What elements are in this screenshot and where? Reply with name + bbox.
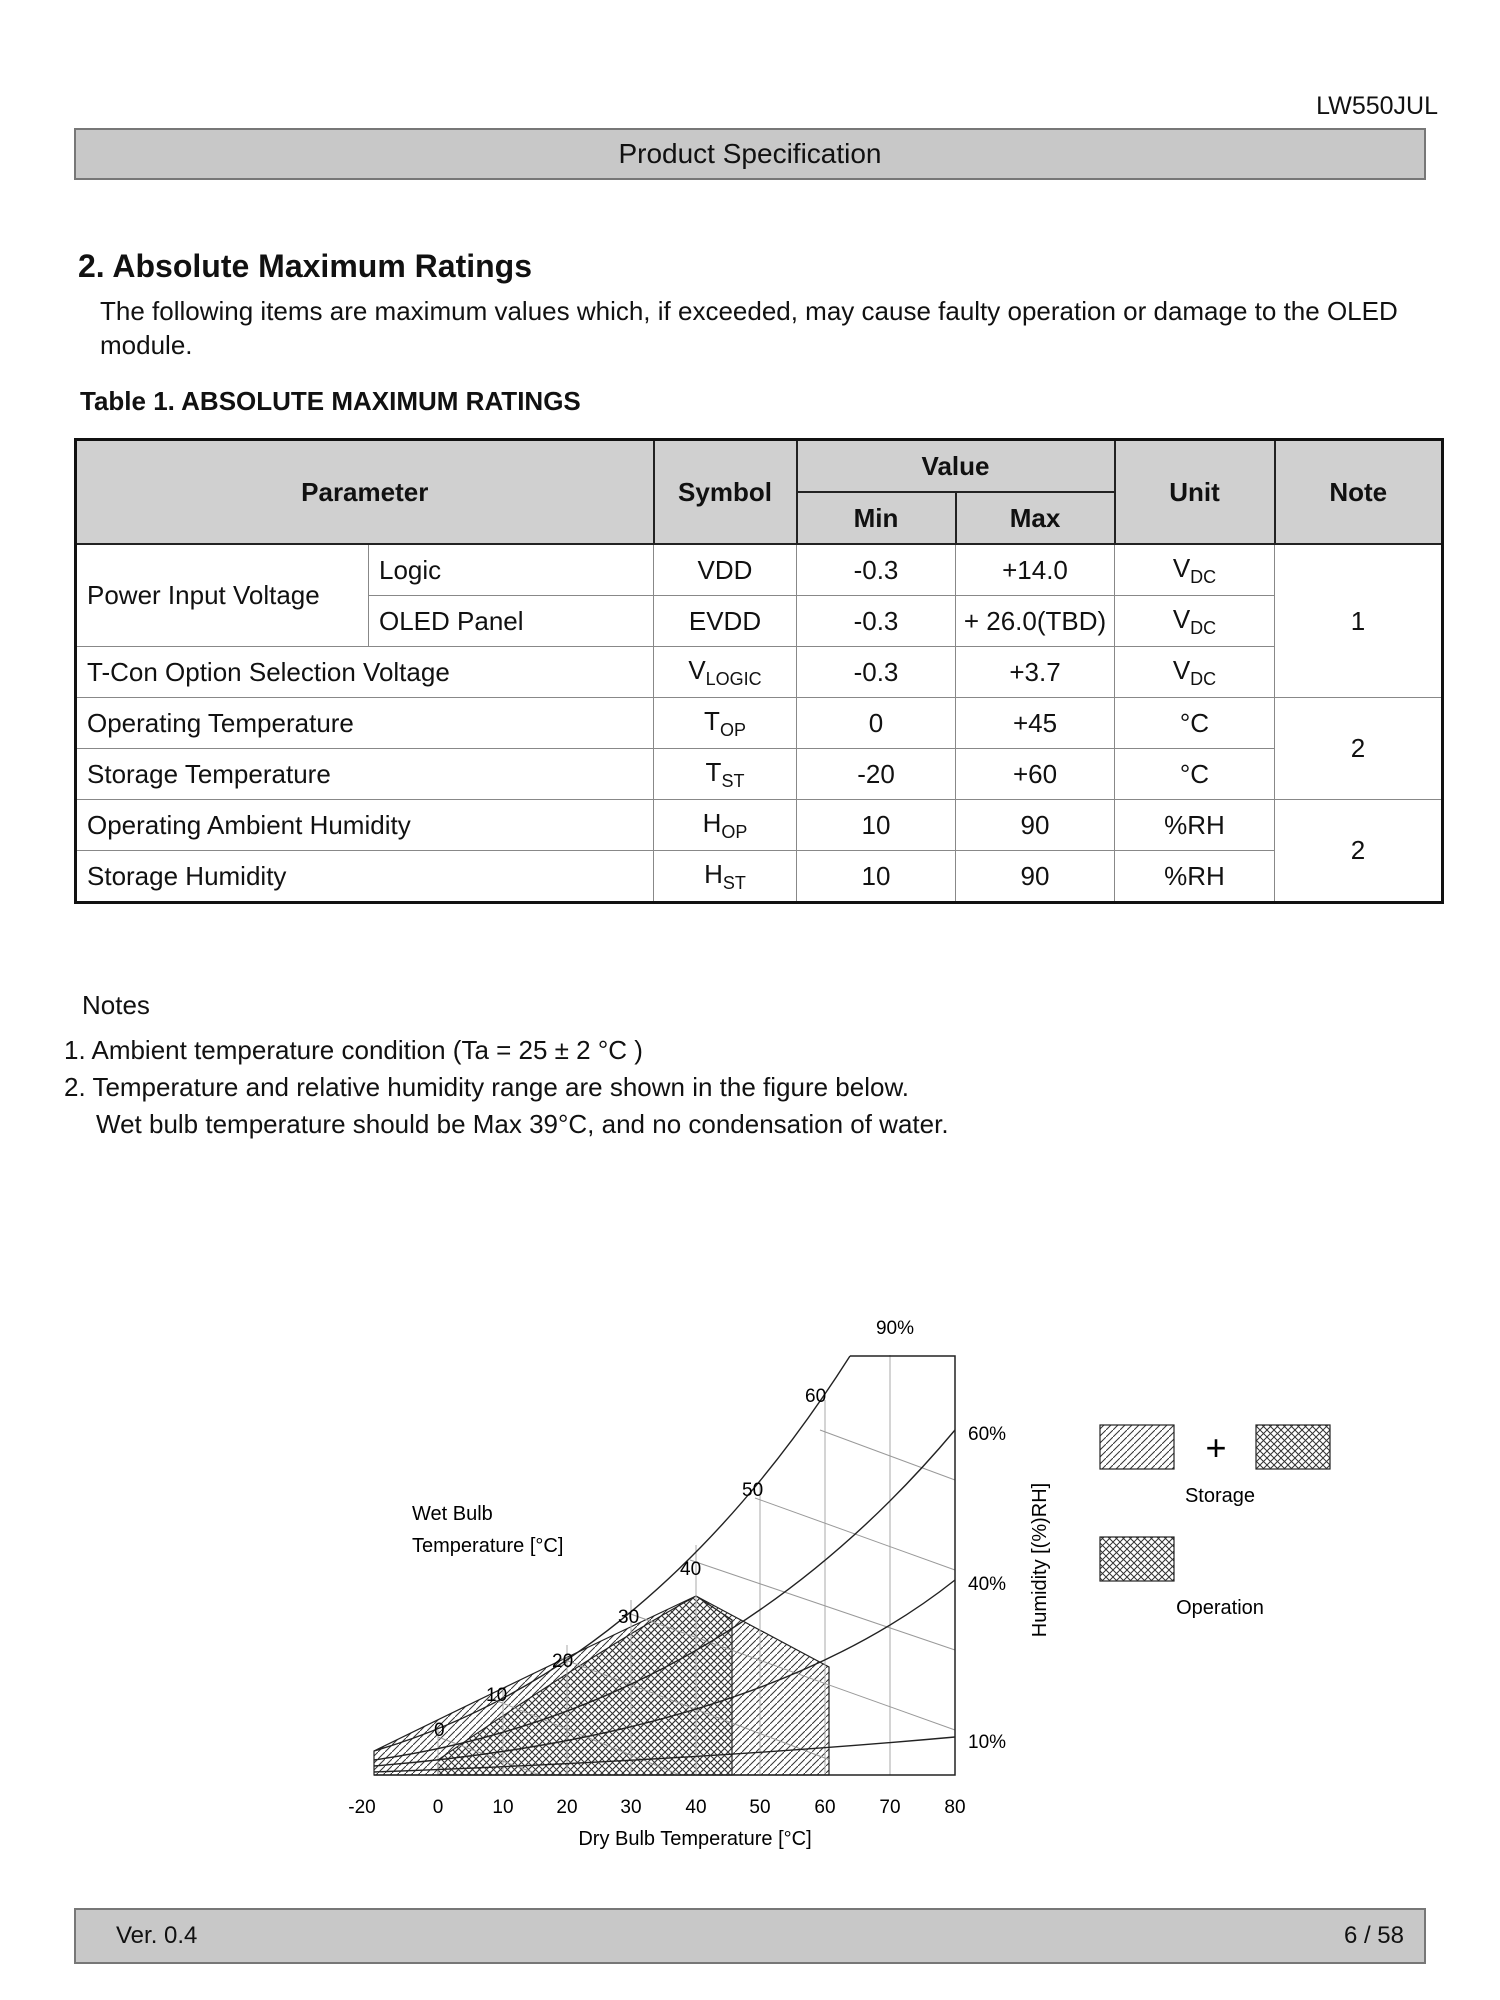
- x-tick: 70: [879, 1797, 901, 1818]
- x-tick: 60: [814, 1797, 836, 1818]
- wet-bulb-tick: 20: [552, 1651, 574, 1672]
- unit-cell: %RH: [1115, 800, 1275, 851]
- notes-list: [64, 1032, 949, 1143]
- legend-operation-swatch: [1100, 1537, 1174, 1581]
- section-intro: The following items are maximum values which, if exceeded, may cause faulty operation or damage to the OLED module.: [100, 296, 1398, 360]
- wet-bulb-tick: 40: [680, 1559, 702, 1580]
- table-row: [76, 851, 1443, 903]
- min-cell: 10: [797, 800, 956, 851]
- humidity-label-90: 90%: [875, 1318, 915, 1339]
- note-cell: 2: [1275, 800, 1443, 903]
- legend-operation-label: Operation: [1176, 1597, 1264, 1619]
- max-cell: 90: [956, 851, 1115, 903]
- note-cell: 2: [1275, 698, 1443, 800]
- symbol-evdd: EVDD: [654, 596, 797, 647]
- x-axis-label: Dry Bulb Temperature [°C]: [578, 1828, 812, 1850]
- legend-plus: +: [1205, 1427, 1227, 1468]
- wet-bulb-label-2: Temperature [°C]: [412, 1535, 564, 1557]
- x-tick: 10: [492, 1797, 514, 1818]
- table-row: [76, 647, 1443, 698]
- header-parameter: Parameter: [76, 440, 654, 545]
- x-tick: -20: [348, 1797, 376, 1818]
- unit-cell: $V_{DC}$: [1115, 544, 1275, 596]
- wet-bulb-tick: 0: [434, 1720, 445, 1741]
- symbol-cell: $T_{OP}$: [654, 698, 797, 749]
- y-axis-label: Humidity [(%)RH]: [1029, 1482, 1051, 1638]
- legend-storage-label: Storage: [1184, 1485, 1256, 1507]
- operation-region: [438, 1596, 732, 1775]
- section-title: 2. Absolute Maximum Ratings: [78, 248, 532, 284]
- min-cell: -20: [797, 749, 956, 800]
- wet-bulb-tick: 50: [742, 1480, 764, 1501]
- symbol-cell: $V_{LOGIC}$: [654, 647, 797, 698]
- header-note: Note: [1275, 440, 1443, 545]
- table-row: [76, 749, 1443, 800]
- param-power-group: Power Input Voltage: [76, 544, 369, 647]
- note-2: 2. Temperature and relative humidity range are shown in the figure below.: [64, 1072, 910, 1102]
- table-row: [76, 698, 1443, 749]
- humidity-label-60: 60%: [968, 1424, 1007, 1445]
- x-tick: 80: [944, 1797, 966, 1818]
- wet-bulb-tick: 30: [618, 1607, 640, 1628]
- param-st-hum: Storage Humidity: [76, 851, 654, 903]
- wet-bulb-label-1: Wet Bulb: [412, 1503, 493, 1525]
- param-op-hum: Operating Ambient Humidity: [76, 800, 654, 851]
- header-value: Value: [797, 440, 1115, 493]
- min-cell: 10: [797, 851, 956, 903]
- min-cell: -0.3: [797, 596, 956, 647]
- unit-cell: $V_{DC}$: [1115, 647, 1275, 698]
- max-cell: +45: [956, 698, 1115, 749]
- symbol-vdd: VDD: [654, 544, 797, 596]
- param-tcon: T-Con Option Selection Voltage: [76, 647, 654, 698]
- wet-bulb-tick: 60: [805, 1386, 827, 1407]
- param-oled: OLED Panel: [369, 596, 654, 647]
- header-unit: Unit: [1115, 440, 1275, 545]
- min-cell: -0.3: [797, 544, 956, 596]
- humidity-label-10: 10%: [968, 1732, 1007, 1753]
- note-2-line-2: Wet bulb temperature should be Max 39°C, and no condensation of water.: [96, 1109, 949, 1139]
- humidity-label-40: 40%: [968, 1574, 1007, 1595]
- max-cell: +3.7: [956, 647, 1115, 698]
- notes-title: Notes: [82, 990, 150, 1020]
- max-cell: +14.0: [956, 544, 1115, 596]
- note-1: 1. Ambient temperature condition (Ta = 25 ± 2 °C ): [64, 1035, 643, 1065]
- param-op-temp: Operating Temperature: [76, 698, 654, 749]
- x-tick: 40: [685, 1797, 707, 1818]
- unit-cell: $V_{DC}$: [1115, 596, 1275, 647]
- header-bar: [74, 128, 1426, 180]
- footer-page: 6 / 58: [1343, 1922, 1404, 1949]
- x-tick: 0: [432, 1797, 444, 1818]
- unit-cell: %RH: [1115, 851, 1275, 903]
- ratings-table: [74, 438, 1444, 904]
- wet-bulb-tick: 10: [486, 1685, 508, 1706]
- header-symbol: Symbol: [654, 440, 797, 545]
- max-cell: +60: [956, 749, 1115, 800]
- document-id: LW550JUL: [1316, 92, 1438, 120]
- max-cell: 90: [956, 800, 1115, 851]
- x-tick: 30: [620, 1797, 642, 1818]
- footer-version: Ver. 0.4: [116, 1922, 198, 1949]
- note-cell: 1: [1275, 544, 1443, 698]
- x-tick-labels: [348, 1797, 965, 1818]
- min-cell: -0.3: [797, 647, 956, 698]
- symbol-cell: $H_{ST}$: [654, 851, 797, 903]
- table-row: [76, 544, 1443, 596]
- param-logic: Logic: [369, 544, 654, 596]
- footer-bar: [74, 1908, 1426, 1964]
- min-cell: 0: [797, 698, 956, 749]
- table-row: [76, 800, 1443, 851]
- max-cell: + 26.0(TBD): [956, 596, 1115, 647]
- header-max: Max: [956, 492, 1115, 544]
- x-tick: 20: [556, 1797, 578, 1818]
- symbol-cell: $H_{OP}$: [654, 800, 797, 851]
- param-st-temp: Storage Temperature: [76, 749, 654, 800]
- psychrometric-chart: [0, 1290, 1500, 1890]
- header-title: Product Specification: [618, 138, 882, 169]
- legend-storage-swatch: [1100, 1425, 1174, 1469]
- unit-cell: °C: [1115, 698, 1275, 749]
- x-tick: 50: [749, 1797, 771, 1818]
- symbol-cell: $T_{ST}$: [654, 749, 797, 800]
- legend-operation-swatch-a: [1256, 1425, 1330, 1469]
- header-min: Min: [797, 492, 956, 544]
- table-caption: Table 1. ABSOLUTE MAXIMUM RATINGS: [80, 386, 581, 416]
- unit-cell: °C: [1115, 749, 1275, 800]
